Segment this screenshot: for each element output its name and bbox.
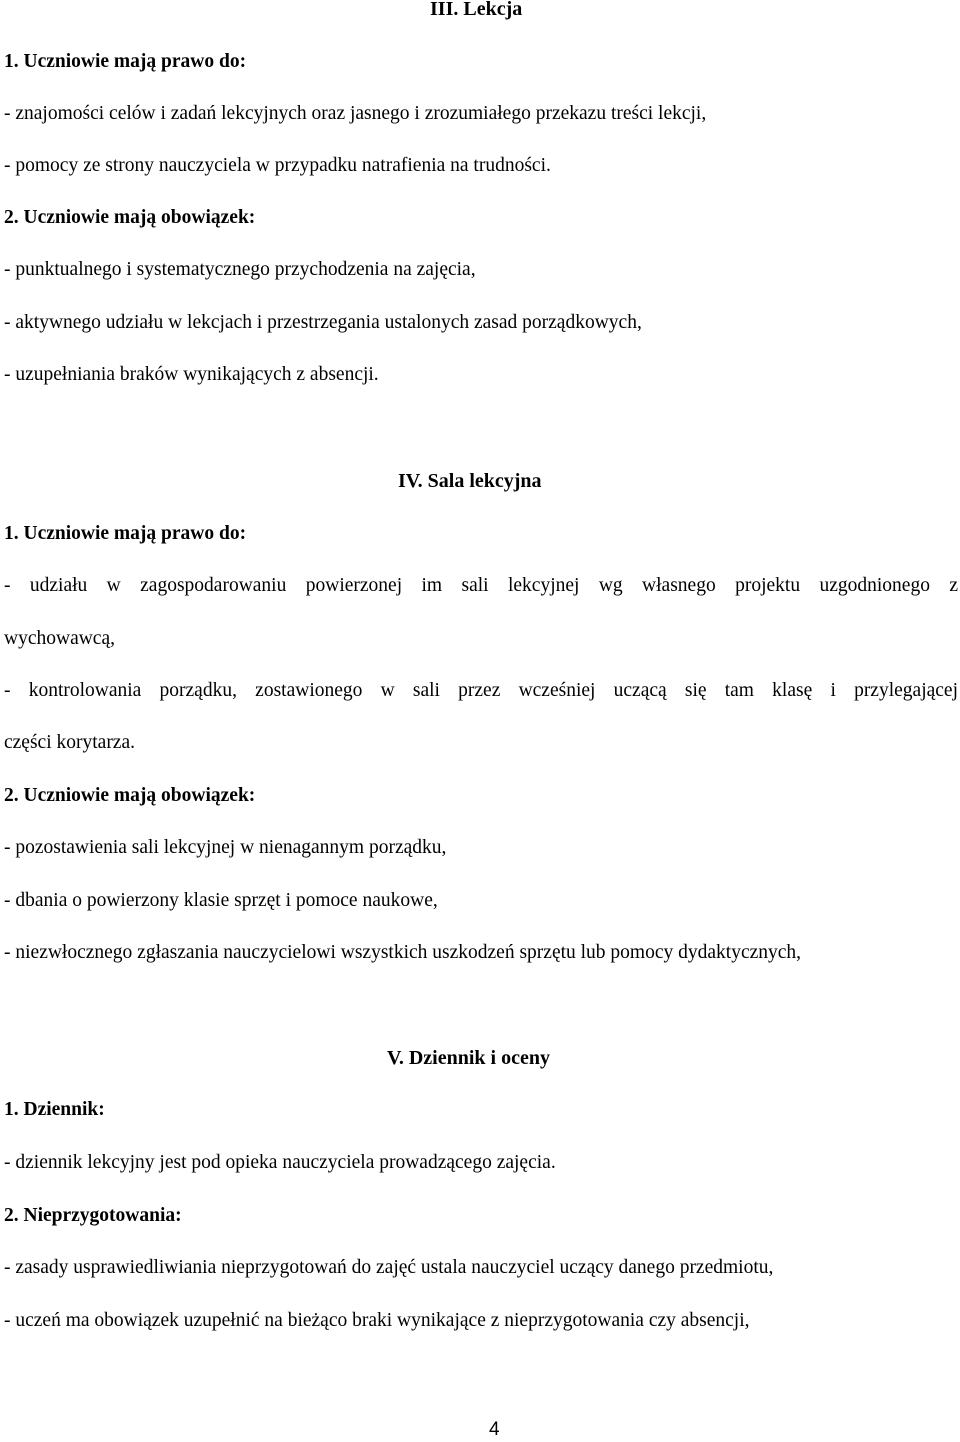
list-item: - aktywnego udziału w lekcjach i przestrzegania ustalonych zasad porządkowych,: [4, 312, 642, 333]
duties-heading: 2. Uczniowie mają obowiązek:: [4, 207, 256, 228]
list-item: - pozostawienia sali lekcyjnej w nienagannym porządku,: [4, 837, 447, 858]
duties-heading: 2. Uczniowie mają obowiązek:: [4, 785, 256, 806]
section-title-sala-lekcyjna: IV. Sala lekcyjna: [398, 470, 542, 492]
section-title-lekcja: III. Lekcja: [430, 0, 523, 20]
journal-heading: 1. Dziennik:: [4, 1099, 105, 1120]
rights-heading: 1. Uczniowie mają prawo do:: [4, 523, 247, 544]
list-item: - niezwłocznego zgłaszania nauczycielowi wszystkich uszkodzeń sprzętu lub pomocy dydaktycznych,: [4, 942, 802, 963]
unprepared-heading: 2. Nieprzygotowania:: [4, 1205, 182, 1226]
list-item: - uzupełniania braków wynikających z absencji.: [4, 364, 379, 385]
list-item: - udziału w zagospodarowaniu powierzonej im sali lekcyjnej wg własnego projektu uzgodnionego z: [4, 575, 958, 596]
page-number: 4: [489, 1419, 500, 1440]
list-item: - kontrolowania porządku, zostawionego w sali przez wcześniej uczącą się tam klasę i przylegającej: [4, 680, 958, 701]
section-title-dziennik-i-oceny: V. Dziennik i oceny: [387, 1047, 550, 1069]
list-item: - uczeń ma obowiązek uzupełnić na bieżąco braki wynikające z nieprzygotowania czy absencji,: [4, 1310, 750, 1331]
list-item: - zasady usprawiedliwiania nieprzygotowań do zajęć ustala nauczyciel uczący danego przedmiotu,: [4, 1257, 774, 1278]
list-item-continuation: części korytarza.: [4, 732, 135, 753]
list-item: - punktualnego i systematycznego przychodzenia na zajęcia,: [4, 259, 476, 280]
list-item: - znajomości celów i zadań lekcyjnych oraz jasnego i zrozumiałego przekazu treści lekcji,: [4, 103, 707, 124]
list-item: - dziennik lekcyjny jest pod opieka nauczyciela prowadzącego zajęcia.: [4, 1152, 556, 1173]
list-item-continuation: wychowawcą,: [4, 628, 115, 649]
list-item: - pomocy ze strony nauczyciela w przypadku natrafienia na trudności.: [4, 155, 551, 176]
list-item: - dbania o powierzony klasie sprzęt i pomoce naukowe,: [4, 890, 438, 911]
rights-heading: 1. Uczniowie mają prawo do:: [4, 51, 247, 72]
